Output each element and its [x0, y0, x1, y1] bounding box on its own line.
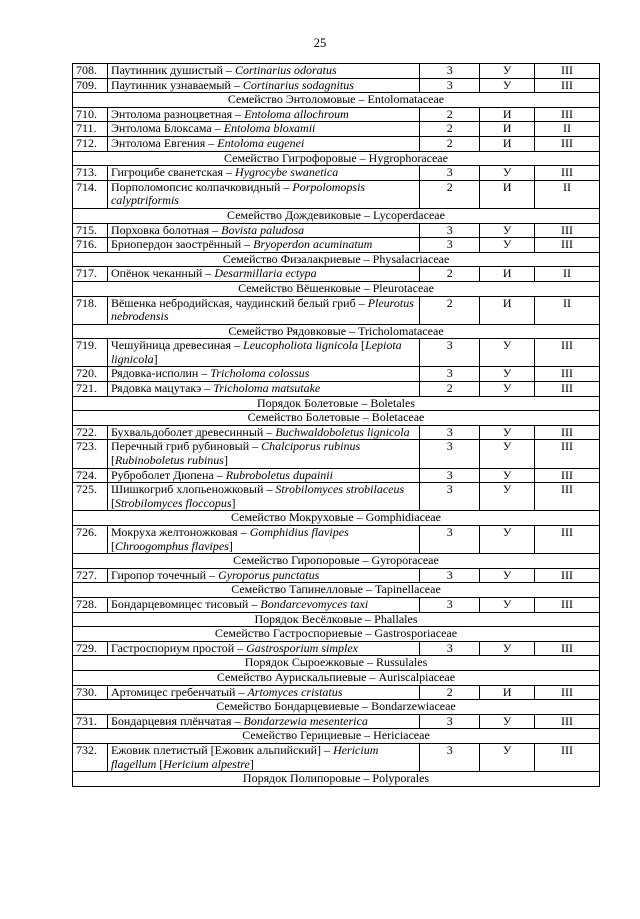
latin-name: Rubroboletus dupainii [225, 467, 333, 482]
synonym-name: Lepiota lignicola [110, 338, 402, 366]
section-heading: Порядок Полипоровые – Polyporales [73, 772, 600, 787]
rank-cell: III [535, 64, 600, 79]
latin-name: Gastrosporium simplex [246, 640, 358, 655]
category-cell: 3 [420, 483, 480, 511]
category-cell: 2 [420, 180, 480, 208]
species-name-cell [107, 122, 419, 137]
section-heading-row [73, 670, 600, 685]
section-heading-row [73, 772, 600, 787]
table-row [73, 64, 600, 79]
rank-cell: II [535, 296, 600, 324]
species-name-cell: Мокруха желтоножковая – Gomphidius flavipes [Chroogomphus flavipes] [107, 526, 419, 554]
rank-cell: III [535, 641, 600, 656]
table-row [73, 714, 600, 729]
latin-name: Entoloma bloxamii [223, 121, 316, 136]
category-cell: 3 [420, 166, 480, 181]
russian-name: Порховка болотная – [110, 222, 222, 237]
russian-name: Рядовка мацутакэ – [110, 381, 214, 396]
category-cell: 3 [420, 64, 480, 79]
species-name-cell [107, 64, 419, 79]
status-cell: У [480, 468, 535, 483]
section-heading-row [73, 411, 600, 426]
russian-name: Бондарцевомицес тисовый – [110, 596, 261, 611]
table-row [73, 267, 600, 282]
table-row [73, 339, 600, 367]
rank-cell: II [535, 122, 600, 137]
russian-name: Паутинник узнаваемый – [110, 77, 243, 92]
russian-name: Гастроспориум простой – [110, 640, 247, 655]
russian-name: Бриопердон заострённый – [110, 237, 254, 252]
species-number: 724. [73, 468, 108, 483]
latin-name: Bryoperdon acuminatum [253, 237, 373, 252]
rank-cell: III [535, 382, 600, 397]
status-cell: У [480, 166, 535, 181]
status-cell: У [480, 223, 535, 238]
species-name-cell [107, 641, 419, 656]
species-name-cell [107, 468, 419, 483]
species-number: 725. [73, 483, 108, 511]
table-row [73, 367, 600, 382]
section-heading: Порядок Весёлковые – Phallales [73, 612, 600, 627]
latin-name: Gomphidius flavipes [249, 525, 349, 539]
latin-name: Hericium flagellum [110, 742, 379, 771]
species-name-cell [107, 166, 419, 181]
russian-name: Опёнок чеканный – [110, 266, 215, 281]
russian-name: Гигроцибе сванетская – [110, 165, 236, 180]
species-number: 732. [73, 743, 108, 771]
category-cell: 3 [420, 78, 480, 93]
table-row [73, 641, 600, 656]
section-heading-row [73, 700, 600, 715]
section-heading: Семейство Гастроспориевые – Gastrosporiaceae [73, 627, 600, 642]
table-row [73, 136, 600, 151]
category-cell: 3 [420, 568, 480, 583]
latin-name: Bovista paludosa [221, 222, 305, 237]
rank-cell: III [535, 743, 600, 771]
table-row [73, 296, 600, 324]
category-cell: 2 [420, 685, 480, 700]
section-heading-row [73, 151, 600, 166]
rank-cell: III [535, 339, 600, 367]
russian-name: Шишкогриб хлопьеножковый – [110, 482, 276, 497]
rank-cell: III [535, 223, 600, 238]
section-heading-row [73, 729, 600, 744]
category-cell: 3 [420, 223, 480, 238]
rank-cell: III [535, 238, 600, 253]
synonym-name: Rubinoboletus rubinus [114, 453, 224, 468]
russian-name: Рядовка-исполин – [110, 366, 211, 381]
section-heading-row [73, 627, 600, 642]
species-name-cell [107, 180, 419, 208]
latin-name: Tricholoma colossus [210, 366, 310, 381]
category-cell: 3 [420, 597, 480, 612]
species-number: 718. [73, 296, 108, 324]
table-row [73, 166, 600, 181]
species-name-cell: Шишкогриб хлопьеножковый – Strobilomyces strobilaceus [Strobilomyces floccopus] [107, 483, 419, 511]
status-cell: У [480, 440, 535, 468]
rank-cell: III [535, 714, 600, 729]
species-name-cell [107, 685, 419, 700]
russian-name: Энтолома Блоксама – [110, 121, 224, 136]
species-number: 719. [73, 339, 108, 367]
latin-name: Hygrocybe swanetica [235, 165, 339, 180]
section-heading-row [73, 583, 600, 598]
status-cell: И [480, 180, 535, 208]
section-heading: Семейство Рядовковые – Tricholomataceae [73, 324, 600, 339]
species-number: 716. [73, 238, 108, 253]
section-heading-row [73, 396, 600, 411]
latin-name: Entoloma allochroum [244, 106, 349, 121]
table-row [73, 238, 600, 253]
russian-name: Вёшенка небродийская, чаудинский белый гриб – [110, 295, 368, 310]
rank-cell: III [535, 568, 600, 583]
section-heading: Семейство Вёшенковые – Pleurotaceae [73, 281, 600, 296]
russian-name: Энтолома Евгения – [110, 135, 218, 150]
russian-name: Бондарцевия плёнчатая – [110, 713, 244, 728]
category-cell: 2 [420, 296, 480, 324]
table-row [73, 223, 600, 238]
category-cell: 3 [420, 743, 480, 771]
table-row [73, 597, 600, 612]
species-name-cell [107, 714, 419, 729]
section-heading: Семейство Дождевиковые – Lycoperdaceae [73, 208, 600, 223]
species-number: 713. [73, 166, 108, 181]
species-number: 731. [73, 714, 108, 729]
status-cell: У [480, 597, 535, 612]
rank-cell: III [535, 440, 600, 468]
russian-name: Паутинник душистый – [110, 63, 235, 77]
section-heading-row [73, 324, 600, 339]
species-number: 712. [73, 136, 108, 151]
rank-cell: III [535, 166, 600, 181]
section-heading: Порядок Сыроежковые – Russulales [73, 656, 600, 671]
species-name-cell [107, 136, 419, 151]
rank-cell: III [535, 597, 600, 612]
table-row [73, 468, 600, 483]
latin-name: Chalciporus rubinus [261, 439, 361, 454]
category-cell: 3 [420, 425, 480, 440]
section-heading-row [73, 208, 600, 223]
category-cell: 3 [420, 440, 480, 468]
rank-cell: III [535, 107, 600, 122]
category-cell: 2 [420, 267, 480, 282]
species-number: 730. [73, 685, 108, 700]
status-cell: У [480, 425, 535, 440]
status-cell: И [480, 685, 535, 700]
category-cell: 3 [420, 238, 480, 253]
species-name-cell [107, 382, 419, 397]
species-name-cell [107, 267, 419, 282]
rank-cell: III [535, 483, 600, 511]
status-cell: У [480, 483, 535, 511]
species-number: 722. [73, 425, 108, 440]
rank-cell: III [535, 136, 600, 151]
latin-name: Gyroporus punctatus [218, 567, 320, 582]
species-number: 717. [73, 267, 108, 282]
species-number: 720. [73, 367, 108, 382]
section-heading-row [73, 612, 600, 627]
rank-cell: III [535, 78, 600, 93]
section-heading-row [73, 511, 600, 526]
section-heading: Семейство Герициевые – Hericiaceae [73, 729, 600, 744]
table-row [73, 743, 600, 771]
table-row [73, 483, 600, 511]
latin-name: Porpolomopsis calyptriformis [110, 179, 366, 208]
synonym-name: Chroogomphus flavipes [114, 538, 229, 553]
status-cell: У [480, 568, 535, 583]
category-cell: 2 [420, 122, 480, 137]
russian-name: Гиропор точечный – [110, 567, 219, 582]
table-row [73, 425, 600, 440]
category-cell: 3 [420, 339, 480, 367]
latin-name: Leucopholiota lignicola [243, 338, 359, 353]
table-row [73, 685, 600, 700]
table-row [73, 122, 600, 137]
latin-name: Pleurotus nebrodensis [110, 295, 414, 324]
latin-name: Entoloma eugenei [217, 135, 305, 150]
rank-cell: II [535, 180, 600, 208]
synonym-name: Strobilomyces floccopus [114, 495, 232, 510]
status-cell: И [480, 267, 535, 282]
section-heading: Семейство Физалакриевые – Physalacriaceae [73, 252, 600, 267]
table-row [73, 526, 600, 554]
section-heading-row [73, 656, 600, 671]
russian-name: Энтолома разноцветная – [110, 106, 245, 121]
category-cell: 3 [420, 367, 480, 382]
russian-name: Бухвальдоболет древесинный – [110, 424, 276, 439]
category-cell: 3 [420, 714, 480, 729]
status-cell: У [480, 339, 535, 367]
section-heading: Семейство Болетовые – Boletaceae [73, 411, 600, 426]
table-row [73, 568, 600, 583]
species-number: 729. [73, 641, 108, 656]
section-heading: Семейство Гигрофоровые – Hygrophoraceae [73, 151, 600, 166]
status-cell: У [480, 743, 535, 771]
russian-name: Перечный гриб рубиновый – [110, 439, 262, 454]
category-cell: 2 [420, 107, 480, 122]
species-name-cell [107, 238, 419, 253]
section-heading-row [73, 281, 600, 296]
section-heading: Семейство Тапинелловые – Tapinellaceae [73, 583, 600, 598]
species-number: 728. [73, 597, 108, 612]
section-heading: Семейство Гиропоровые – Gyroporaceae [73, 554, 600, 569]
species-name-cell [107, 597, 419, 612]
section-heading-row [73, 93, 600, 108]
category-cell: 3 [420, 468, 480, 483]
species-number: 721. [73, 382, 108, 397]
species-table [72, 63, 600, 787]
species-number: 714. [73, 180, 108, 208]
section-heading: Семейство Энтоломовые – Entolomataceae [73, 93, 600, 108]
species-table-body [73, 64, 600, 787]
status-cell: У [480, 64, 535, 79]
species-name-cell [107, 296, 419, 324]
status-cell: У [480, 78, 535, 93]
table-row [73, 107, 600, 122]
section-heading: Семейство Бондарцевиевые – Bondarzewiaceae [73, 700, 600, 715]
page-number: 25 [313, 36, 327, 50]
species-number: 715. [73, 223, 108, 238]
species-number: 708. [73, 64, 108, 79]
latin-name: Buchwaldoboletus lignicola [275, 424, 410, 439]
russian-name: Ежовик плетистый [Ежовик альпийский] – [110, 742, 334, 757]
species-number: 711. [73, 122, 108, 137]
section-heading: Семейство Мокруховые – Gomphidiaceae [73, 511, 600, 526]
table-row [73, 440, 600, 468]
latin-name: Tricholoma matsutake [213, 381, 321, 396]
species-name-cell: Перечный гриб рубиновый – Chalciporus rubinus [Rubinoboletus rubinus] [107, 440, 419, 468]
category-cell: 2 [420, 136, 480, 151]
russian-name: Руброболет Дюпена – [110, 467, 226, 482]
species-number: 726. [73, 526, 108, 554]
rank-cell: III [535, 685, 600, 700]
russian-name: Порполомопсис колпачковидный – [110, 179, 293, 194]
rank-cell: III [535, 468, 600, 483]
species-number: 727. [73, 568, 108, 583]
rank-cell: III [535, 526, 600, 554]
species-number: 723. [73, 440, 108, 468]
status-cell: У [480, 382, 535, 397]
category-cell: 2 [420, 382, 480, 397]
latin-name: Artomyces cristatus [247, 684, 343, 699]
species-name-cell [107, 223, 419, 238]
species-name-cell [107, 568, 419, 583]
status-cell: У [480, 238, 535, 253]
status-cell: У [480, 526, 535, 554]
synonym-name: Hericium alpestre [163, 756, 250, 771]
status-cell: У [480, 367, 535, 382]
species-name-cell [107, 367, 419, 382]
latin-name: Cortinarius sodagnitus [242, 77, 354, 92]
status-cell: У [480, 641, 535, 656]
species-name-cell: Ежовик плетистый [Ежовик альпийский] – Hericium flagellum [Hericium alpestre] [107, 743, 419, 771]
section-heading-row [73, 252, 600, 267]
species-number: 710. [73, 107, 108, 122]
table-row [73, 382, 600, 397]
russian-name: Чешуйница древесиная – [110, 338, 244, 353]
species-name-cell [107, 78, 419, 93]
species-name-cell [107, 425, 419, 440]
rank-cell: III [535, 425, 600, 440]
table-row [73, 78, 600, 93]
species-number: 709. [73, 78, 108, 93]
section-heading: Семейство Аурискальпиевые – Auriscalpiaceae [73, 670, 600, 685]
category-cell: 3 [420, 641, 480, 656]
russian-name: Мокруха желтоножковая – [110, 525, 250, 539]
latin-name: Desarmillaria ectypa [214, 266, 317, 281]
status-cell: И [480, 107, 535, 122]
section-heading-row [73, 554, 600, 569]
status-cell: И [480, 136, 535, 151]
latin-name: Cortinarius odoratus [234, 63, 337, 77]
status-cell: И [480, 296, 535, 324]
section-heading: Порядок Болетовые – Boletales [73, 396, 600, 411]
category-cell: 3 [420, 526, 480, 554]
status-cell: И [480, 122, 535, 137]
latin-name: Bondarcevomyces taxi [260, 596, 369, 611]
table-row [73, 180, 600, 208]
latin-name: Strobilomyces strobilaceus [275, 482, 405, 497]
rank-cell: III [535, 367, 600, 382]
rank-cell: II [535, 267, 600, 282]
latin-name: Bondarzewia mesenterica [243, 713, 368, 728]
species-name-cell: Чешуйница древесиная – Leucopholiota lignicola [Lepiota lignicola] [107, 339, 419, 367]
status-cell: У [480, 714, 535, 729]
russian-name: Артомицес гребенчатый – [110, 684, 248, 699]
species-name-cell [107, 107, 419, 122]
